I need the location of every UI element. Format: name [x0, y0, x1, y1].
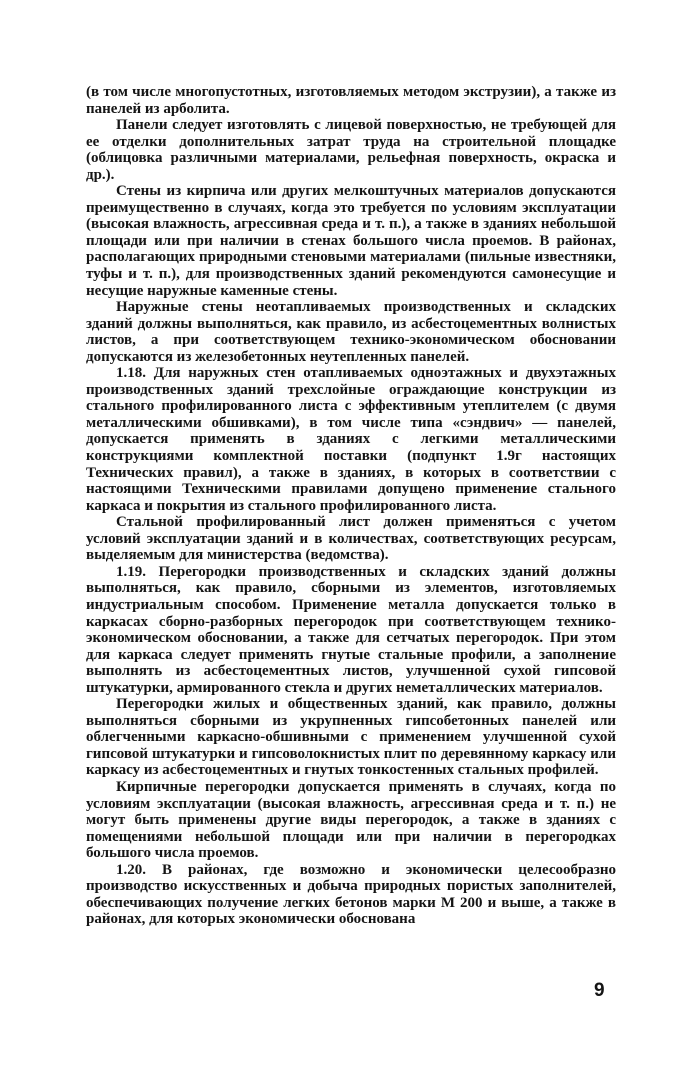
page-text [86, 84, 616, 928]
paragraph-3: Стены из кирпича или других мелкоштучных материалов допускаются преимущественно в случаях, когда это требуется по условиям эксплуатации (высокая влажность, агрессивная среда и т. п.), а также в зданиях небольшой площади или при наличии в стенах большого числа проемов. В районах, располагающих природными стеновыми материалами (пильные известняки, туфы и т. п.), для производственных зданий рекомендуются самонесущие и несущие наружные каменные стены. [86, 183, 616, 299]
paragraph-9: Кирпичные перегородки допускается применять в случаях, когда по условиям эксплуатации (высокая влажность, агрессивная среда и т. п.) не могут быть применены другие виды перегородок, а также в зданиях с помещениями небольшой площади или при наличии в перегородках большого числа проемов. [86, 778, 616, 862]
paragraph-7: 1.19. Перегородки производственных и складских зданий должны выполняться, как правило, сборными из элементов, изготовляемых индустриальным способом. Применение металла допускается только в каркасах сборно-разборных перегородок при соответствующем технико-экономическом обосновании, а также для сетчатых перегородок. При этом для каркаса следует применять гнутые стальные профили, а заполнение выполнять из асбестоцементных листов, улучшенной сухой гипсовой штукатурки, армированного стекла и других неметаллических материалов. [86, 563, 616, 696]
paragraph-8: Перегородки жилых и общественных зданий, как правило, должны выполняться сборными из укрупненных гипсобетонных панелей или облегченными каркасно-обшивными с применением улучшенной сухой гипсовой штукатурки и гипсоволокнистых плит по деревянному каркасу или каркасу из асбестоцементных и гнутых тонкостенных стальных профилей. [86, 696, 616, 779]
paragraph-6: Стальной профилированный лист должен применяться с учетом условий эксплуатации зданий и в количествах, соответствующих ресурсам, выделяемым для министерства (ведомства). [86, 514, 616, 564]
paragraph-1: (в том числе многопустотных, изготовляемых методом экструзии), а также из панелей из арболита. [86, 84, 616, 117]
paragraph-10: 1.20. В районах, где возможно и экономически целесообразно производство искусственных и добыча природных пористых заполнителей, обеспечивающих получение легких бетонов марки М 200 и выше, а также в районах, для которых экономически обоснована [86, 861, 616, 928]
paragraph-4: Наружные стены неотапливаемых производственных и складских зданий должны выполняться, как правило, из асбестоцементных волнистых листов, а при соответствующем технико-экономическом обосновании допускаются из железобетонных неутепленных панелей. [86, 299, 616, 365]
paragraph-5: 1.18. Для наружных стен отапливаемых одноэтажных и двухэтажных производственных зданий трехслойные ограждающие конструкции из стального профилированного листа с эффективным утеплителем (с двумя металлическими обшивками), в том числе типа «сэндвич» — панелей, допускается применять в зданиях с легкими металлическими конструкциями комплектной поставки (подпункт 1.9г настоящих Технических правил), а также в зданиях, в которых в соответствии с настоящими Техническими правилами допущено применение стального каркаса и покрытия из стального профилированного листа. [86, 365, 616, 514]
paragraph-2: Панели следует изготовлять с лицевой поверхностью, не требующей для ее отделки дополнительных затрат труда на строительной площадке (облицовка различными материалами, рельефная поверхность, окраска и др.). [86, 117, 616, 183]
page-number: 9 [594, 980, 605, 1001]
